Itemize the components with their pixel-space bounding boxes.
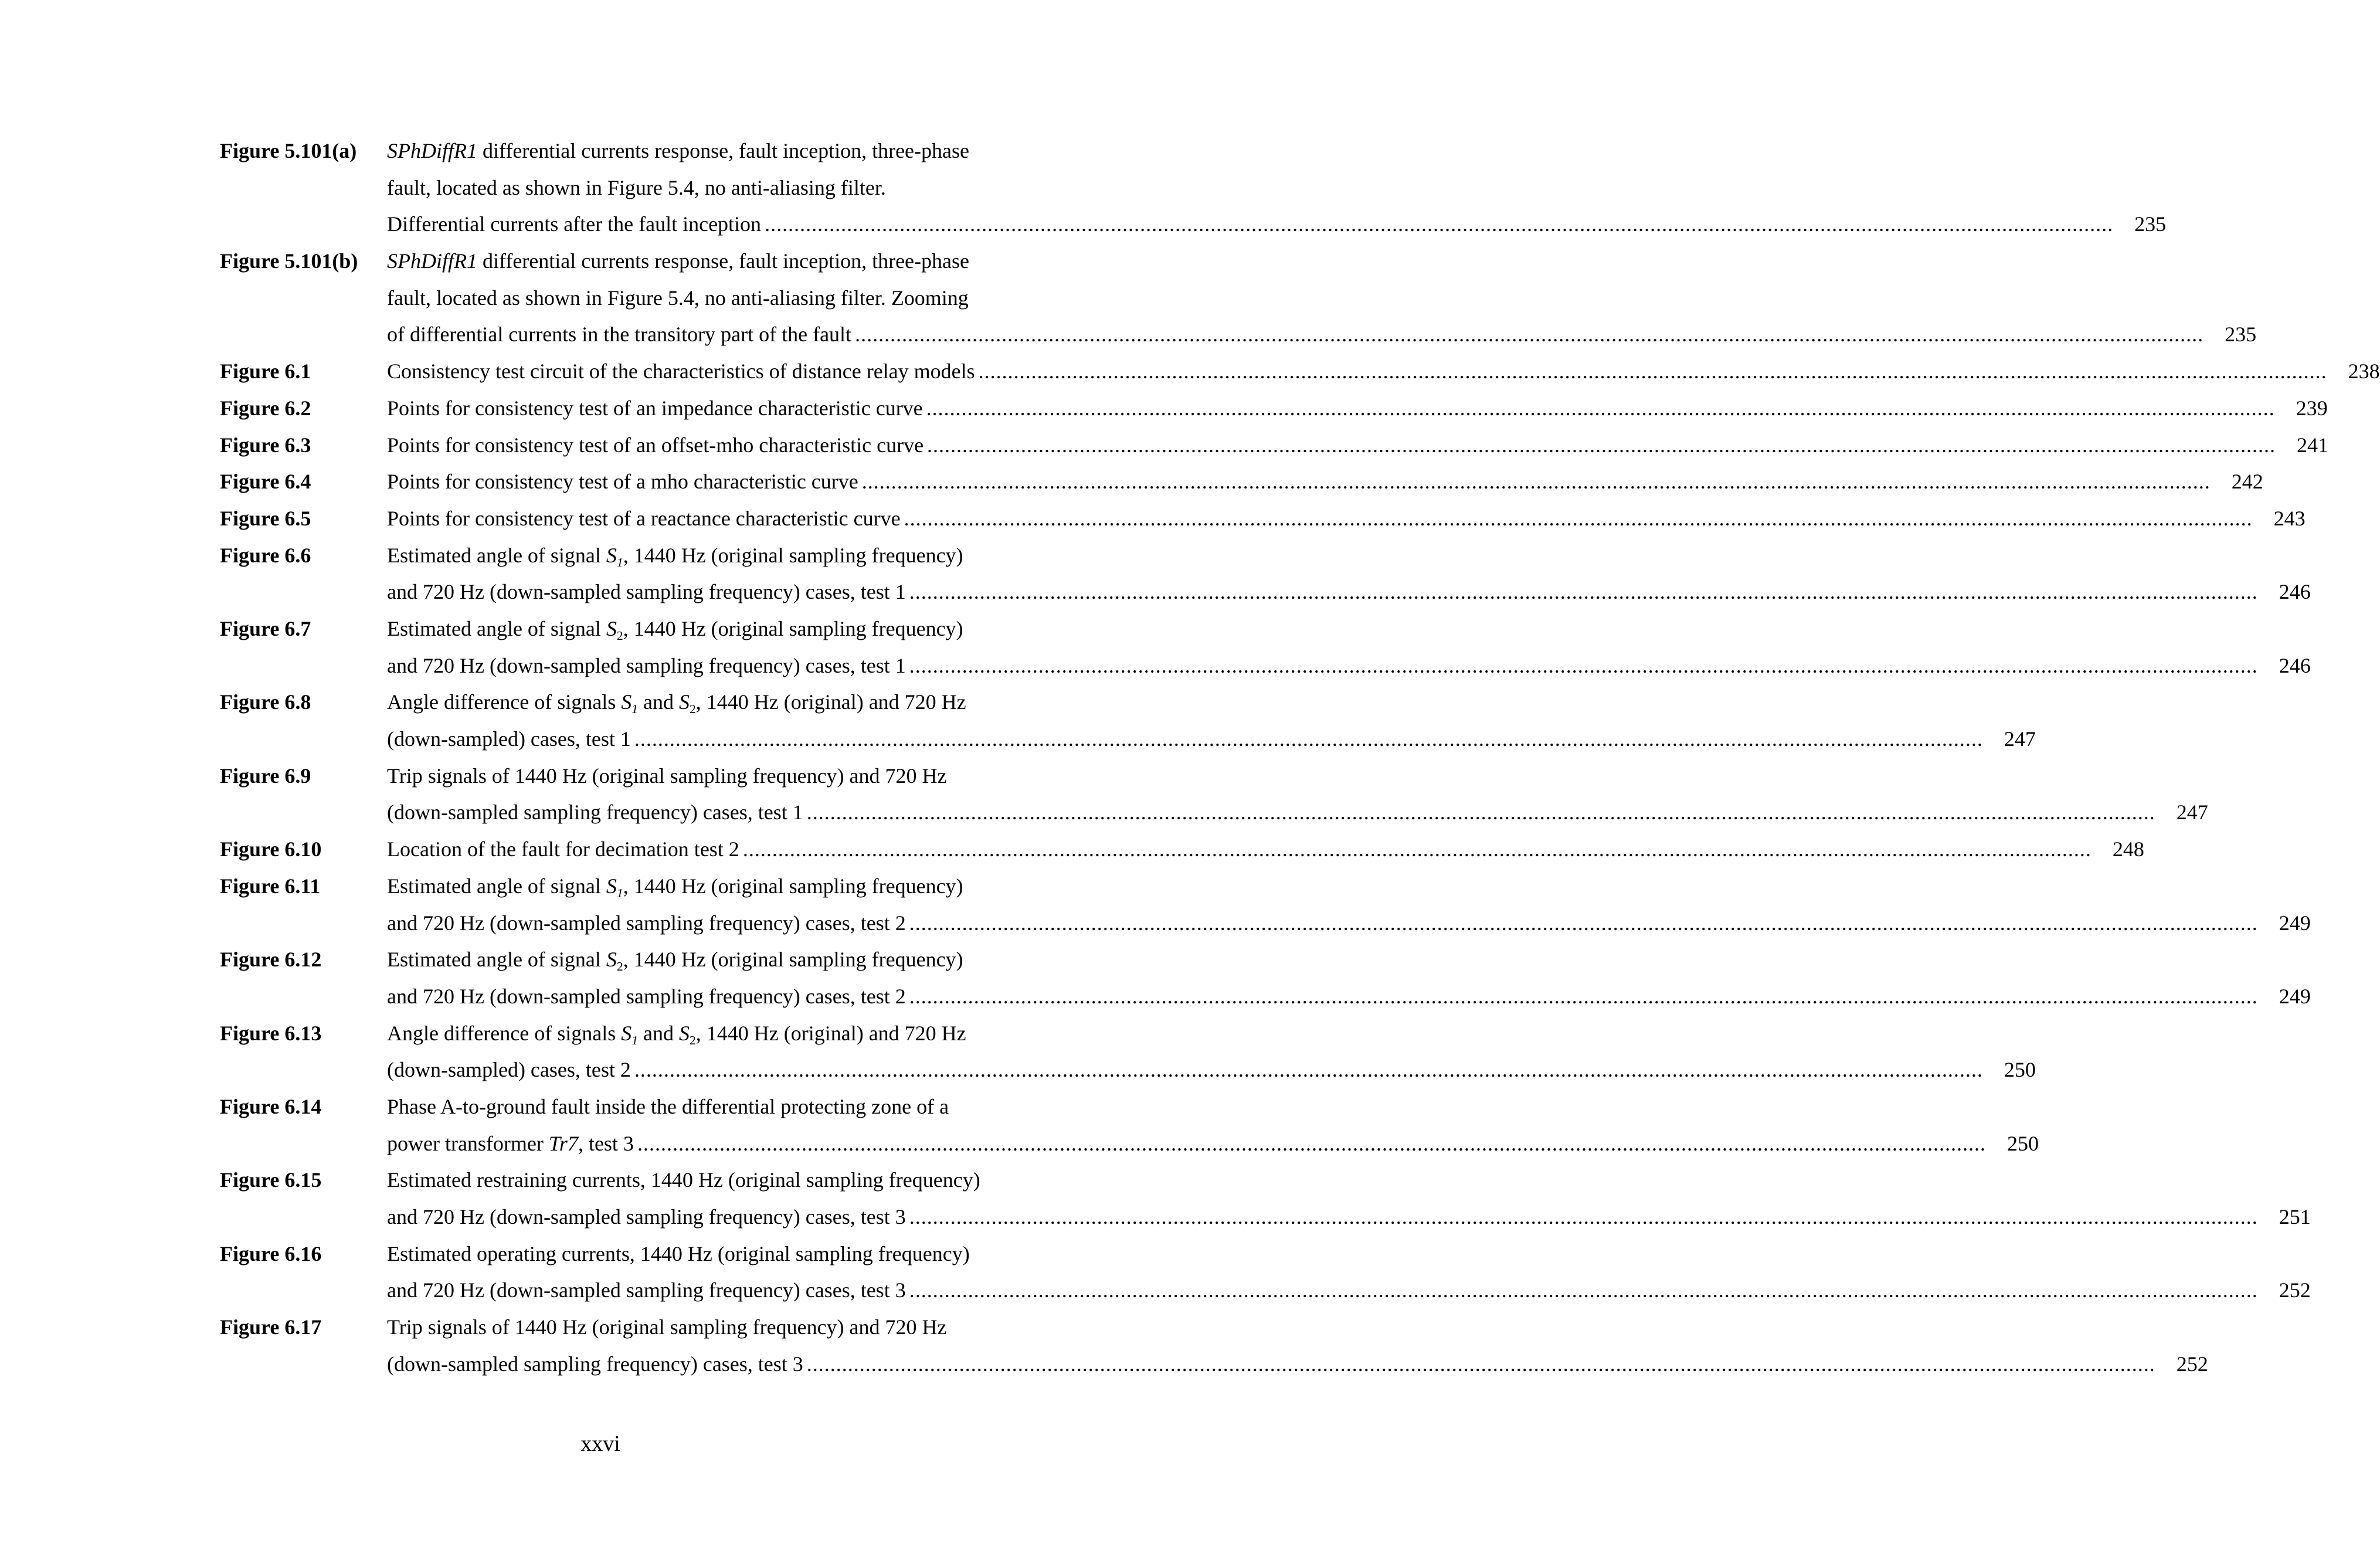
- dot-leader: [634, 721, 1983, 758]
- caption-text: 1: [616, 885, 623, 900]
- figure-caption: [387, 684, 2036, 757]
- figure-label: Figure 5.101(b): [220, 249, 358, 273]
- caption-line: [387, 133, 2166, 169]
- figure-caption: [387, 427, 2328, 464]
- figure-caption: [387, 1162, 2311, 1235]
- caption-line: [387, 500, 2306, 537]
- caption-text: fault, located as shown in Figure 5.4, no anti-aliasing filter.: [387, 175, 886, 199]
- dot-leader: [637, 1125, 1986, 1162]
- figure-caption: [387, 390, 2328, 427]
- caption-line: [387, 316, 2256, 353]
- caption-line: [387, 647, 2311, 684]
- caption-text: and 720 Hz (down-sampled sampling frequency) cases, test 2: [387, 911, 906, 935]
- toc-entry: [220, 353, 2380, 390]
- figure-label: Figure 6.6: [220, 543, 311, 567]
- caption-line: [387, 941, 2311, 978]
- figure-label: Figure 6.9: [220, 764, 311, 788]
- figure-caption: [387, 133, 2166, 243]
- toc-entry: [220, 427, 2329, 464]
- toc-entry: [220, 1309, 2208, 1382]
- caption-text: Trip signals of 1440 Hz (original sampling frequency) and 720 Hz: [387, 1315, 947, 1339]
- dot-leader: [765, 206, 2113, 243]
- toc-entry: [220, 133, 2167, 243]
- figure-label: Figure 6.11: [220, 874, 321, 898]
- caption-text: Points for consistency test of a reactance characteristic curve: [387, 506, 901, 530]
- caption-text: (down-sampled) cases, test 1: [387, 727, 631, 751]
- toc-entry: [220, 500, 2306, 537]
- caption-text: , 1440 Hz (original sampling frequency): [623, 948, 963, 972]
- toc-entry: [220, 463, 2263, 500]
- caption-line: [387, 390, 2328, 427]
- caption-line: [387, 463, 2263, 500]
- toc-entry: [220, 1015, 2036, 1088]
- figure-label: Figure 6.15: [220, 1168, 322, 1192]
- page-reference: 235: [2134, 212, 2167, 236]
- dot-leader: [634, 1051, 1983, 1088]
- page-reference: 248: [2112, 837, 2144, 861]
- caption-text: Points for consistency test of an offset-mho characteristic curve: [387, 433, 924, 457]
- caption-line: [387, 1272, 2311, 1309]
- figure-caption: [387, 610, 2311, 684]
- caption-text: , 1440 Hz (original) and 720 Hz: [695, 1021, 966, 1045]
- dot-leader: [862, 463, 2211, 500]
- dot-leader: [807, 794, 2155, 831]
- caption-line: [387, 758, 2208, 795]
- caption-line: [387, 1309, 2208, 1346]
- caption-text: and: [638, 690, 679, 714]
- page-reference: 243: [2273, 506, 2306, 530]
- caption-text: , 1440 Hz (original) and 720 Hz: [695, 690, 966, 714]
- figure-caption: [387, 1309, 2208, 1382]
- toc-entry: [220, 537, 2311, 610]
- caption-text: S: [621, 690, 632, 714]
- figure-caption: [387, 243, 2256, 353]
- caption-text: , 1440 Hz (original sampling frequency): [623, 617, 963, 641]
- dot-leader: [909, 1199, 2258, 1236]
- dot-leader: [979, 353, 2327, 390]
- dot-leader: [909, 978, 2258, 1015]
- page-reference: 250: [2004, 1058, 2036, 1082]
- page-reference: 249: [2279, 984, 2311, 1008]
- figure-label: Figure 6.3: [220, 433, 311, 457]
- page-reference: 252: [2176, 1352, 2208, 1376]
- caption-text: Estimated angle of signal: [387, 543, 606, 567]
- caption-text: S: [606, 617, 617, 641]
- figure-caption: [387, 537, 2311, 610]
- caption-line: [387, 353, 2380, 390]
- caption-line: [387, 610, 2311, 647]
- caption-text: 2: [689, 1033, 696, 1047]
- caption-text: and 720 Hz (down-sampled sampling frequency) cases, test 3: [387, 1205, 906, 1229]
- caption-text: Angle difference of signals: [387, 1021, 622, 1045]
- caption-text: of differential currents in the transitory part of the fault: [387, 323, 852, 347]
- caption-text: S: [606, 543, 617, 567]
- list-of-figures: [220, 133, 2380, 1382]
- caption-text: SPhDiffR1: [387, 139, 477, 162]
- caption-line: [387, 537, 2311, 574]
- caption-line: [387, 1088, 2039, 1125]
- caption-text: S: [678, 1021, 690, 1045]
- caption-line: [387, 794, 2208, 831]
- toc-entry: [220, 941, 2311, 1014]
- caption-text: and 720 Hz (down-sampled sampling frequency) cases, test 3: [387, 1278, 906, 1302]
- caption-text: Estimated angle of signal: [387, 948, 606, 972]
- page-reference: 242: [2231, 470, 2263, 494]
- page-reference: 252: [2279, 1278, 2311, 1302]
- figure-label: Figure 6.7: [220, 617, 311, 641]
- toc-entry: [220, 684, 2036, 757]
- toc-entry: [220, 243, 2257, 353]
- caption-line: [387, 1346, 2208, 1383]
- toc-entry: [220, 758, 2208, 831]
- caption-line: [387, 280, 2256, 317]
- caption-text: Tr7: [548, 1131, 578, 1155]
- page-reference: 239: [2296, 396, 2328, 420]
- figure-caption: [387, 941, 2311, 1014]
- dot-leader: [904, 500, 2253, 537]
- toc-entry: [220, 1162, 2311, 1235]
- caption-text: Estimated angle of signal: [387, 874, 606, 898]
- page-reference: 246: [2279, 653, 2311, 677]
- page-reference: 247: [2004, 727, 2036, 751]
- dot-leader: [909, 574, 2258, 610]
- figure-label: Figure 6.16: [220, 1241, 322, 1265]
- caption-text: power transformer: [387, 1131, 549, 1155]
- caption-line: [387, 1162, 2311, 1199]
- caption-text: Points for consistency test of a mho characteristic curve: [387, 470, 858, 494]
- caption-text: Differential currents after the fault inception: [387, 212, 762, 236]
- caption-line: [387, 243, 2256, 280]
- figure-caption: [387, 463, 2263, 500]
- caption-text: (down-sampled) cases, test 2: [387, 1058, 631, 1082]
- dot-leader: [743, 831, 2092, 868]
- caption-text: Angle difference of signals: [387, 690, 622, 714]
- page-reference: 246: [2279, 580, 2311, 604]
- caption-text: S: [606, 874, 617, 898]
- caption-line: [387, 1236, 2311, 1273]
- caption-line: [387, 427, 2328, 464]
- caption-text: and: [638, 1021, 679, 1045]
- caption-text: S: [621, 1021, 632, 1045]
- caption-text: and 720 Hz (down-sampled sampling frequency) cases, test 2: [387, 984, 906, 1008]
- figure-caption: [387, 1015, 2036, 1088]
- toc-entry: [220, 868, 2311, 941]
- caption-line: [387, 1125, 2039, 1162]
- figure-label: Figure 6.13: [220, 1021, 322, 1045]
- caption-line: [387, 206, 2166, 243]
- dot-leader: [909, 1272, 2258, 1309]
- caption-text: (down-sampled sampling frequency) cases, test 3: [387, 1352, 803, 1376]
- page-reference: 238: [2348, 359, 2380, 384]
- page-reference: 235: [2225, 323, 2257, 347]
- figure-label: Figure 6.5: [220, 506, 311, 530]
- caption-line: [387, 1015, 2036, 1052]
- caption-line: [387, 169, 2166, 206]
- figure-caption: [387, 831, 2144, 868]
- figure-label: Figure 6.17: [220, 1315, 322, 1339]
- figure-label: Figure 5.101(a): [220, 139, 357, 162]
- caption-text: Location of the fault for decimation test 2: [387, 837, 739, 861]
- page-number: xxvi: [580, 1431, 620, 1456]
- caption-text: and 720 Hz (down-sampled sampling frequency) cases, test 1: [387, 653, 906, 677]
- figure-label: Figure 6.10: [220, 837, 322, 861]
- caption-text: , test 3: [578, 1131, 634, 1155]
- caption-text: differential currents response, fault inception, three-phase: [477, 139, 969, 162]
- figure-label: Figure 6.14: [220, 1094, 322, 1118]
- caption-text: Estimated angle of signal: [387, 617, 606, 641]
- caption-text: 2: [689, 702, 696, 717]
- caption-text: SPhDiffR1: [387, 249, 477, 273]
- caption-text: , 1440 Hz (original sampling frequency): [623, 543, 963, 567]
- dot-leader: [909, 647, 2258, 684]
- figure-label: Figure 6.12: [220, 948, 322, 972]
- caption-line: [387, 721, 2036, 758]
- dot-leader: [926, 390, 2275, 427]
- caption-line: [387, 684, 2036, 721]
- caption-text: S: [606, 948, 617, 972]
- dot-leader: [909, 905, 2258, 942]
- caption-line: [387, 574, 2311, 610]
- caption-text: , 1440 Hz (original sampling frequency): [623, 874, 963, 898]
- toc-entry: [220, 610, 2311, 684]
- page-reference: 251: [2279, 1205, 2311, 1229]
- caption-text: Estimated restraining currents, 1440 Hz (original sampling frequency): [387, 1168, 980, 1192]
- caption-text: Consistency test circuit of the characteristics of distance relay models: [387, 359, 975, 384]
- caption-text: Trip signals of 1440 Hz (original sampling frequency) and 720 Hz: [387, 764, 947, 788]
- caption-text: Points for consistency test of an impedance characteristic curve: [387, 396, 923, 420]
- page-reference: 250: [2006, 1131, 2039, 1155]
- caption-text: fault, located as shown in Figure 5.4, no anti-aliasing filter. Zooming: [387, 286, 969, 310]
- figure-caption: [387, 500, 2306, 537]
- figure-label: Figure 6.2: [220, 396, 311, 420]
- page-reference: 241: [2297, 433, 2329, 457]
- caption-text: 1: [632, 1033, 638, 1047]
- caption-text: Estimated operating currents, 1440 Hz (original sampling frequency): [387, 1241, 970, 1265]
- caption-text: and 720 Hz (down-sampled sampling frequency) cases, test 1: [387, 580, 906, 604]
- caption-line: [387, 868, 2311, 905]
- caption-text: differential currents response, fault inception, three-phase: [477, 249, 969, 273]
- figure-label: Figure 6.8: [220, 690, 311, 714]
- figure-label: Figure 6.4: [220, 470, 311, 494]
- caption-line: [387, 905, 2311, 942]
- caption-line: [387, 1051, 2036, 1088]
- toc-entry: [220, 390, 2328, 427]
- page-reference: 249: [2279, 911, 2311, 935]
- toc-entry: [220, 1236, 2311, 1309]
- toc-entry: [220, 831, 2144, 868]
- figure-caption: [387, 353, 2380, 390]
- caption-line: [387, 1199, 2311, 1236]
- dot-leader: [927, 427, 2276, 464]
- page-reference: 247: [2176, 800, 2208, 824]
- caption-text: Phase A-to-ground fault inside the differential protecting zone of a: [387, 1094, 949, 1118]
- dot-leader: [807, 1346, 2155, 1383]
- caption-text: 1: [632, 702, 638, 717]
- caption-text: 2: [616, 959, 623, 974]
- dot-leader: [855, 316, 2204, 353]
- caption-line: [387, 831, 2144, 868]
- caption-text: 2: [616, 629, 623, 643]
- figure-caption: [387, 1236, 2311, 1309]
- figure-caption: [387, 868, 2311, 941]
- figure-caption: [387, 758, 2208, 831]
- caption-text: S: [678, 690, 690, 714]
- caption-text: 1: [616, 555, 623, 569]
- caption-text: (down-sampled sampling frequency) cases, test 1: [387, 800, 803, 824]
- figure-caption: [387, 1088, 2039, 1162]
- figure-label: Figure 6.1: [220, 359, 311, 384]
- toc-entry: [220, 1088, 2039, 1162]
- caption-line: [387, 978, 2311, 1015]
